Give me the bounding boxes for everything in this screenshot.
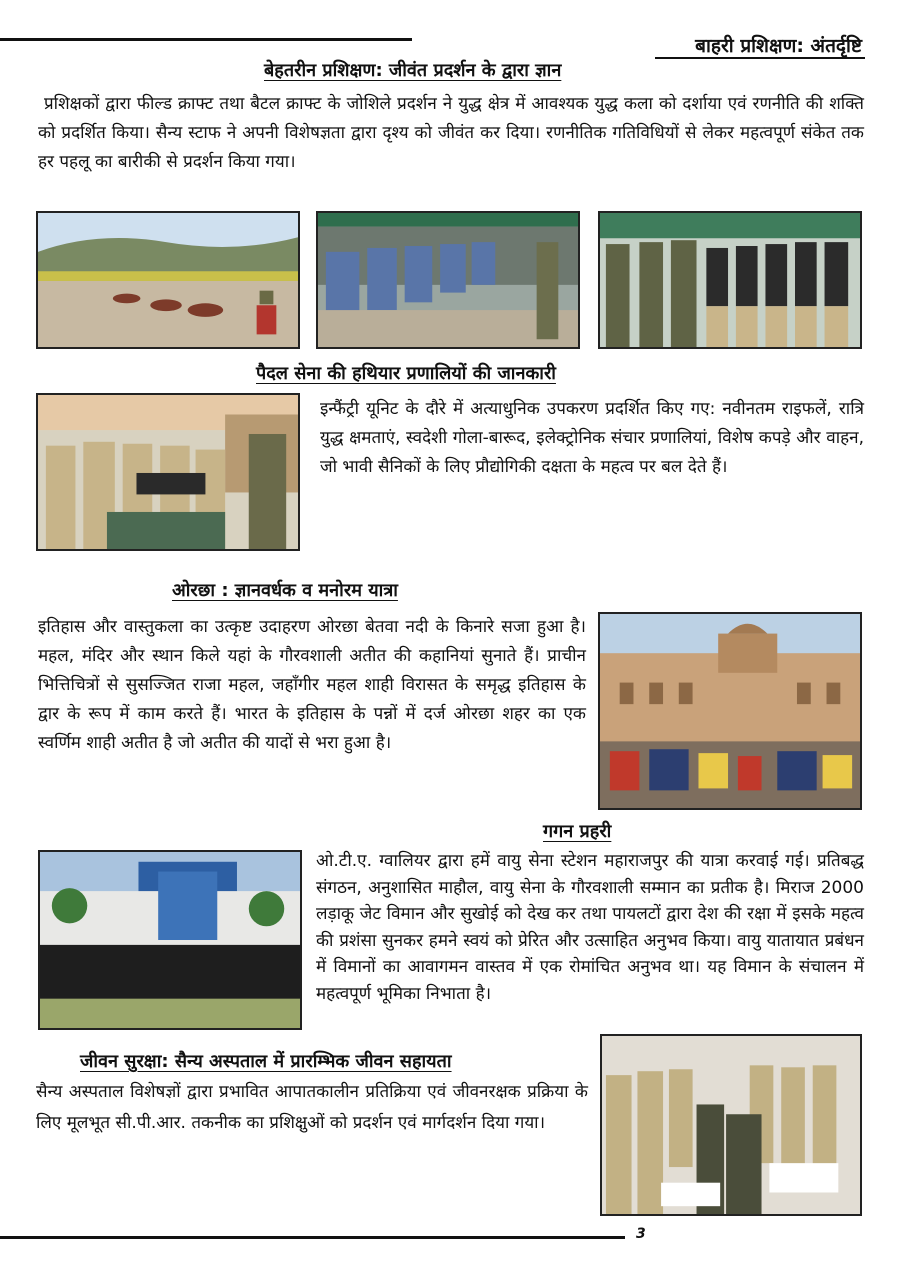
photo-cpr-training [600,1034,862,1216]
section-heading-life-support: जीवन सुरक्षा: सैन्य अस्पताल में प्रारम्भिक जीवन सहायता [80,1051,452,1072]
photo-cadets-standing [598,211,862,349]
page-header-title: बाहरी प्रशिक्षण: अंतर्दृष्टि [695,35,862,57]
section-body-training: प्रशिक्षकों द्वारा फील्ड क्राफ्ट तथा बैटल क्राफ्ट के जोशिले प्रदर्शन ने युद्ध क्षेत्र में आवश्यक युद्ध कला को दर्शाया एवं रणनीति की शक्ति को प्रदर्शित किया। सैन्य स्टाफ ने अपनी विशेषज्ञता द्वारा दृश्य को जीवंत कर दिया। रणनीतिक गतिविधियों से लेकर महत्वपूर्ण संकेत तक हर पहलू का बारीकी से प्रदर्शन किया गया। [38,94,864,172]
top-rule-left [0,38,412,41]
photo-cadets-seated [316,211,580,349]
photo-weapon-display [36,393,300,551]
section-heading-orchha: ओरछा : ज्ञानवर्धक व मनोरम यात्रा [172,580,398,601]
photo-air-force-station [38,850,302,1030]
photo-orchha-palace [598,612,862,810]
section-body-orchha: इतिहास और वास्तुकला का उत्कृष्ट उदाहरण ओरछा बेतवा नदी के किनारे सजा हुआ है। महल, मंदिर और स्थान किले यहां के गौरवशाली अतीत की कहानियां सुनाते हैं। प्राचीन भित्तिचित्रों से सुसज्जित राजा महल, जहाँगीर महल शाही विरासत के समृद्ध इतिहास के द्वार के रूप में काम करते हैं। भारत के इतिहास के पन्नों में दर्ज ओरछा शहर का एक स्वर्णिम शाही अतीत है जो अतीत की यादों से भरा हुआ है। [38,617,586,753]
photo-field-craft-demo [36,211,300,349]
page-number: 3 [636,1226,646,1242]
section-body-life-support: सैन्य अस्पताल विशेषज्ञों द्वारा प्रभावित आपातकालीन प्रतिक्रिया एवं जीवनरक्षक प्रक्रिया के लिए मूलभूत सी.पी.आर. तकनीक का प्रशिक्षुओं को प्रदर्शन एवं मार्गदर्शन दिया गया। [36,1082,588,1133]
bottom-rule [0,1236,625,1239]
section-heading-infantry: पैदल सेना की हथियार प्रणालियों की जानकारी [256,363,556,384]
section-body-infantry: इन्फैंट्री यूनिट के दौरे में अत्याधुनिक उपकरण प्रदर्शित किए गए: नवीनतम राइफलें, रात्रि युद्ध क्षमताएं, स्वदेशी गोला-बारूद, इलेक्ट्रोनिक संचार प्रणालियां, विशेष कपड़े और वाहन, जो भावी सैनिकों के लिए प्रौद्योगिकी दक्षता के महत्व पर बल देते हैं। [320,399,864,477]
section-heading-gagan-prahari: गगन प्रहरी [543,821,612,842]
section-body-gagan-prahari: ओ.टी.ए. ग्वालियर द्वारा हमें वायु सेना स्टेशन महाराजपुर की यात्रा करवाई गई। प्रतिबद्ध संगठन, अनुशासित माहौल, वायु सेना के गौरवशाली सम्मान का प्रतीक है। मिराज 2000 लड़ाकू जेट विमान और सुखोई को देख कर तथा पायलटों द्वारा देश की रक्षा में इसके महत्व की प्रशंसा सुनकर हमने स्वयं को प्रेरित और उत्साहित अनुभव किया। वायु यातायात प्रबंधन में विमानों का आवागमन वास्तव में एक रोमांचित अनुभव था। यह विमान के संचालन में महत्वपूर्ण भूमिका निभाता है। [316,851,864,1004]
section-heading-training: बेहतरीन प्रशिक्षण: जीवंत प्रदर्शन के द्वारा ज्ञान [264,60,562,81]
